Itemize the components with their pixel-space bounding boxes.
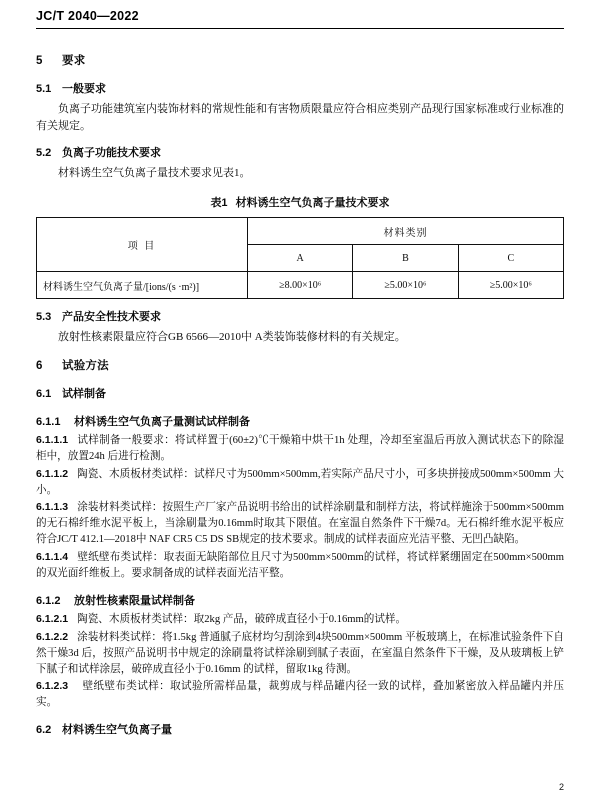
standard-code: JC/T 2040—2022: [36, 9, 139, 23]
heading-clause-6: [36, 347, 564, 376]
clause-5-1-number: 5.1: [36, 83, 52, 95]
table-1-row-0-value-a: ≥8.00×10⁶: [248, 272, 353, 299]
paragraph-6-1-1-2: [36, 466, 564, 500]
heading-clause-6-2: [36, 712, 564, 740]
page-number: 2: [558, 782, 564, 792]
paragraph-6-1-1-3-number: 6.1.1.3: [36, 501, 69, 514]
table-1-caption: [36, 183, 564, 217]
header-divider: [36, 28, 564, 29]
clause-6-title: 试验方法: [62, 359, 109, 372]
clause-5-1-text: 负离子功能建筑室内装饰材料的常规性能和有害物质限量应符合相应类别产品现行国家标准或行业标准的有关规定。: [36, 103, 564, 132]
paragraph-6-1-2-1-number: 6.1.2.1: [36, 612, 69, 625]
paragraph-6-1-1-2-number: 6.1.1.2: [36, 467, 69, 480]
heading-clause-5: [36, 42, 564, 71]
clause-6-1-number: 6.1: [36, 387, 52, 400]
table-1-category-c: C: [458, 245, 563, 272]
paragraph-6-1-2-1-text: 陶瓷、木质板材类试样：取2kg 产品，破碎成直径小于0.16mm的试样。: [77, 613, 407, 625]
heading-clause-6-1-2: [36, 583, 564, 611]
clause-6-2-title: 材料诱生空气负离子量: [62, 724, 172, 737]
clause-5-2-text: 材料诱生空气负离子量技术要求见表1。: [58, 167, 251, 180]
clause-5-2-title: 负离子功能技术要求: [62, 147, 161, 160]
clause-6-1-2-title: 放射性核素限量试样制备: [74, 594, 195, 607]
clause-6-1-2-number: 6.1.2: [36, 594, 61, 607]
clause-5-3-text: 放射性核素限量应符合GB 6566—2010中 A类装饰装修材料的有关规定。: [58, 331, 406, 344]
paragraph-6-1-2-2-text: 涂装材料类试样：将1.5kg 普通腻子底材均匀刮涂到4块500mm×500mm 平板玻璃上，在标准试验条件下自然干燥3d 后，按照产品说明书中规定的涂刷量将试样涂刷到腻子表面，在室温自然条件下干燥，及从玻璃板上铲下腻子和试样涂层，破碎成直径小于0.16mm 的试样，留取1kg 待测。: [36, 631, 564, 675]
page-header: [36, 0, 564, 23]
paragraph-6-1-1-1: [36, 432, 564, 466]
table-row-header-1: [37, 218, 564, 245]
table-1-item-header: 项 目: [37, 218, 248, 272]
clause-5-title: 要求: [62, 55, 86, 67]
paragraph-6-1-1-3: [36, 499, 564, 549]
table-row: [37, 272, 564, 299]
clause-6-2-number: 6.2: [36, 724, 52, 737]
clause-5-number: 5: [36, 55, 43, 67]
paragraph-6-1-1-1-number: 6.1.1.1: [36, 433, 69, 446]
paragraph-6-1-1-4: [36, 549, 564, 583]
table-1-category-a: A: [248, 245, 353, 272]
table-1-category-header: 材料类别: [248, 218, 564, 245]
paragraph-6-1-2-1: [36, 611, 564, 629]
clause-5-1-title: 一般要求: [62, 83, 106, 95]
table-1-row-0-value-c: ≥5.00×10⁶: [458, 272, 563, 299]
paragraph-6-1-2-3-number: 6.1.2.3: [36, 680, 69, 693]
heading-clause-6-1-1: [36, 404, 564, 432]
clause-5-3-title: 产品安全性技术要求: [62, 311, 161, 324]
table-1-label: 表1: [210, 197, 228, 210]
paragraph-6-1-1-4-text: 壁纸壁布类试样：取表面无缺陷部位且尺寸为500mm×500mm的试样，将试样紧绷固定在500mm×500mm 的双光面纤维板上。要求制备成的试样表面光洁平整。: [36, 552, 564, 579]
clause-5-2-number: 5.2: [36, 147, 52, 160]
table-1-row-0-item: 材料诱生空气负离子量/[ions/(s ·m²)]: [37, 272, 248, 299]
clause-6-1-title: 试样制备: [62, 387, 106, 400]
table-1-row-0-value-b: ≥5.00×10⁶: [353, 272, 458, 299]
paragraph-6-1-2-3-text: 壁纸壁布类试样：取试验所需样品量，裁剪成与样品罐内径一致的试样，叠加紧密放入样品罐内并压实。: [36, 681, 564, 709]
paragraph-6-1-1-3-text: 涂装材料类试样：按照生产厂家产品说明书给出的试样涂刷量和制样方法，将试样施涂于500mm×500mm 的无石棉纤维水泥平板上，当涂刷量为0.16mm时取其下限值。在室温自然条件下干燥7d。无石棉纤维水泥平板应符合JC/T 412.1—2018中 NAF CR5 C5 DS SB规定的技术要求。制成的试样表面应光洁平整、无凹凸缺陷。: [36, 502, 564, 546]
clause-6-1-1-number: 6.1.1: [36, 415, 61, 428]
heading-clause-6-1: [36, 376, 564, 404]
paragraph-6-1-2-3: [36, 678, 564, 712]
clause-6-1-1-title: 材料诱生空气负离子量测试试样制备: [74, 415, 250, 428]
paragraph-6-1-2-2-number: 6.1.2.2: [36, 630, 69, 643]
paragraph-6-1-1-1-text: 试样制备一般要求：将试样置于(60±2)℃干燥箱中烘干1h 处理，冷却至室温后再放入测试状态下的除湿柜中，放置24h 后进行检测。: [36, 434, 564, 462]
clause-6-number: 6: [36, 359, 43, 372]
heading-clause-5-3: [36, 299, 564, 327]
table-1-category-b: B: [353, 245, 458, 272]
paragraph-6-1-1-4-number: 6.1.1.4: [36, 551, 69, 564]
paragraph-6-1-1-2-text: 陶瓷、木质板材类试样：试样尺寸为500mm×500mm,若实际产品尺寸小，可多块拼接成500mm×500mm 大小。: [36, 468, 564, 496]
heading-clause-5-1: [36, 71, 564, 99]
clause-5-3-number: 5.3: [36, 311, 52, 324]
table-1-title: 材料诱生空气负离子量技术要求: [235, 197, 390, 210]
paragraph-6-1-2-2: [36, 629, 564, 679]
table-1: [36, 217, 564, 299]
heading-clause-5-2: [36, 135, 564, 163]
